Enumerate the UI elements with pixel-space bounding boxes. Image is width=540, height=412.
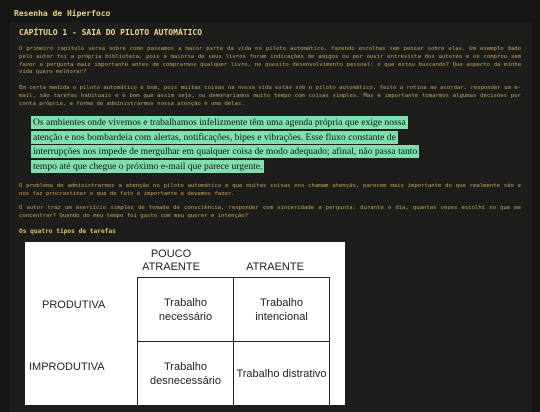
- paragraph-4: O autor traz um exercício simples de tomada de consciência, responder com sinceridade a pergunta: durante o dia, quantas vezes escolhi no que me concentrar? Quando do meu tempo foi gasto com meu querer e intenção?: [19, 205, 521, 219]
- row-header-unproductive: IMPRODUTIVA: [29, 361, 105, 373]
- paragraph-3: O problema de administrarmos a atenção no piloto automático e que muitas coisas nos chamam atenção, parecem mais importante do que realmente são e nos faz procrastinar o que de fato é importante e devemos fazer.: [19, 183, 521, 197]
- quote-highlight: Os ambientes onde vivemos e trabalhamos infelizmente têm uma agenda própria que exige nossa atenção e nos bombardeia com alertas, notificações, bipes e vibrações. Esse fluxo constante de interrupções nos impede de mergulhar em qualquer coisa de modo adequado; afinal, não passa tanto tempo até que chegue o próximo e-mail que parece urgente.: [33, 117, 418, 172]
- row-header-productive: PRODUTIVA: [42, 299, 106, 311]
- chapter-heading: CAPÍTULO 1 - SAIA DO PILOTO AUTOMÁTICO: [19, 28, 203, 37]
- cell-intentional-work: Trabalho intencional: [234, 278, 330, 342]
- cell-unnecessary-work: Trabalho desnecessário: [138, 342, 234, 406]
- cell-distracting-work: Trabalho distrativo: [234, 342, 330, 406]
- task-matrix-figure: [25, 242, 345, 405]
- paragraph-2: Em certa medida o piloto automático é bom, pois muitas coisas na nossa vida estão sob o piloto automático, feito a rotina ao acordar, responder um e-mail, são tarefas habituais e é bom que assim seja, ou demoraríamos muito tempo com coisas simples. Mas é importante tomarmos algumas decisões por conta própria, a forma de administrarmos nossa atenção é uma delas.: [19, 85, 521, 107]
- cell-necessary-work: Trabalho necessário: [138, 278, 234, 342]
- paragraph-1: O primeiro capítulo versa sobre como passamos a maior parte da vida no piloto automático, fazendo escolhas sem pensar sobre elas. Um exemplo dado pelo autor foi a própria biblioteca, pois a maioria de seus livros foram indicações de amigos ou por ouvir entrevista dos autores e os comprou sem fazer a pergunta mais importante antes de comprarmos qualquer livro, no quesito desenvolvimento pessoal: o que estou buscando? Que aspecto da minha vida quero melhorar?: [19, 46, 521, 76]
- matrix-grid: [137, 277, 330, 406]
- column-header-unattractive: POUCO ATRAENTE: [142, 248, 200, 273]
- document-title: Resenha de Hiperfoco: [14, 9, 111, 18]
- column-header-attractive: ATRAENTE: [246, 261, 304, 273]
- highlighted-quote: [31, 116, 431, 174]
- section-subheading: Os quatro tipos de tarefas: [19, 228, 116, 235]
